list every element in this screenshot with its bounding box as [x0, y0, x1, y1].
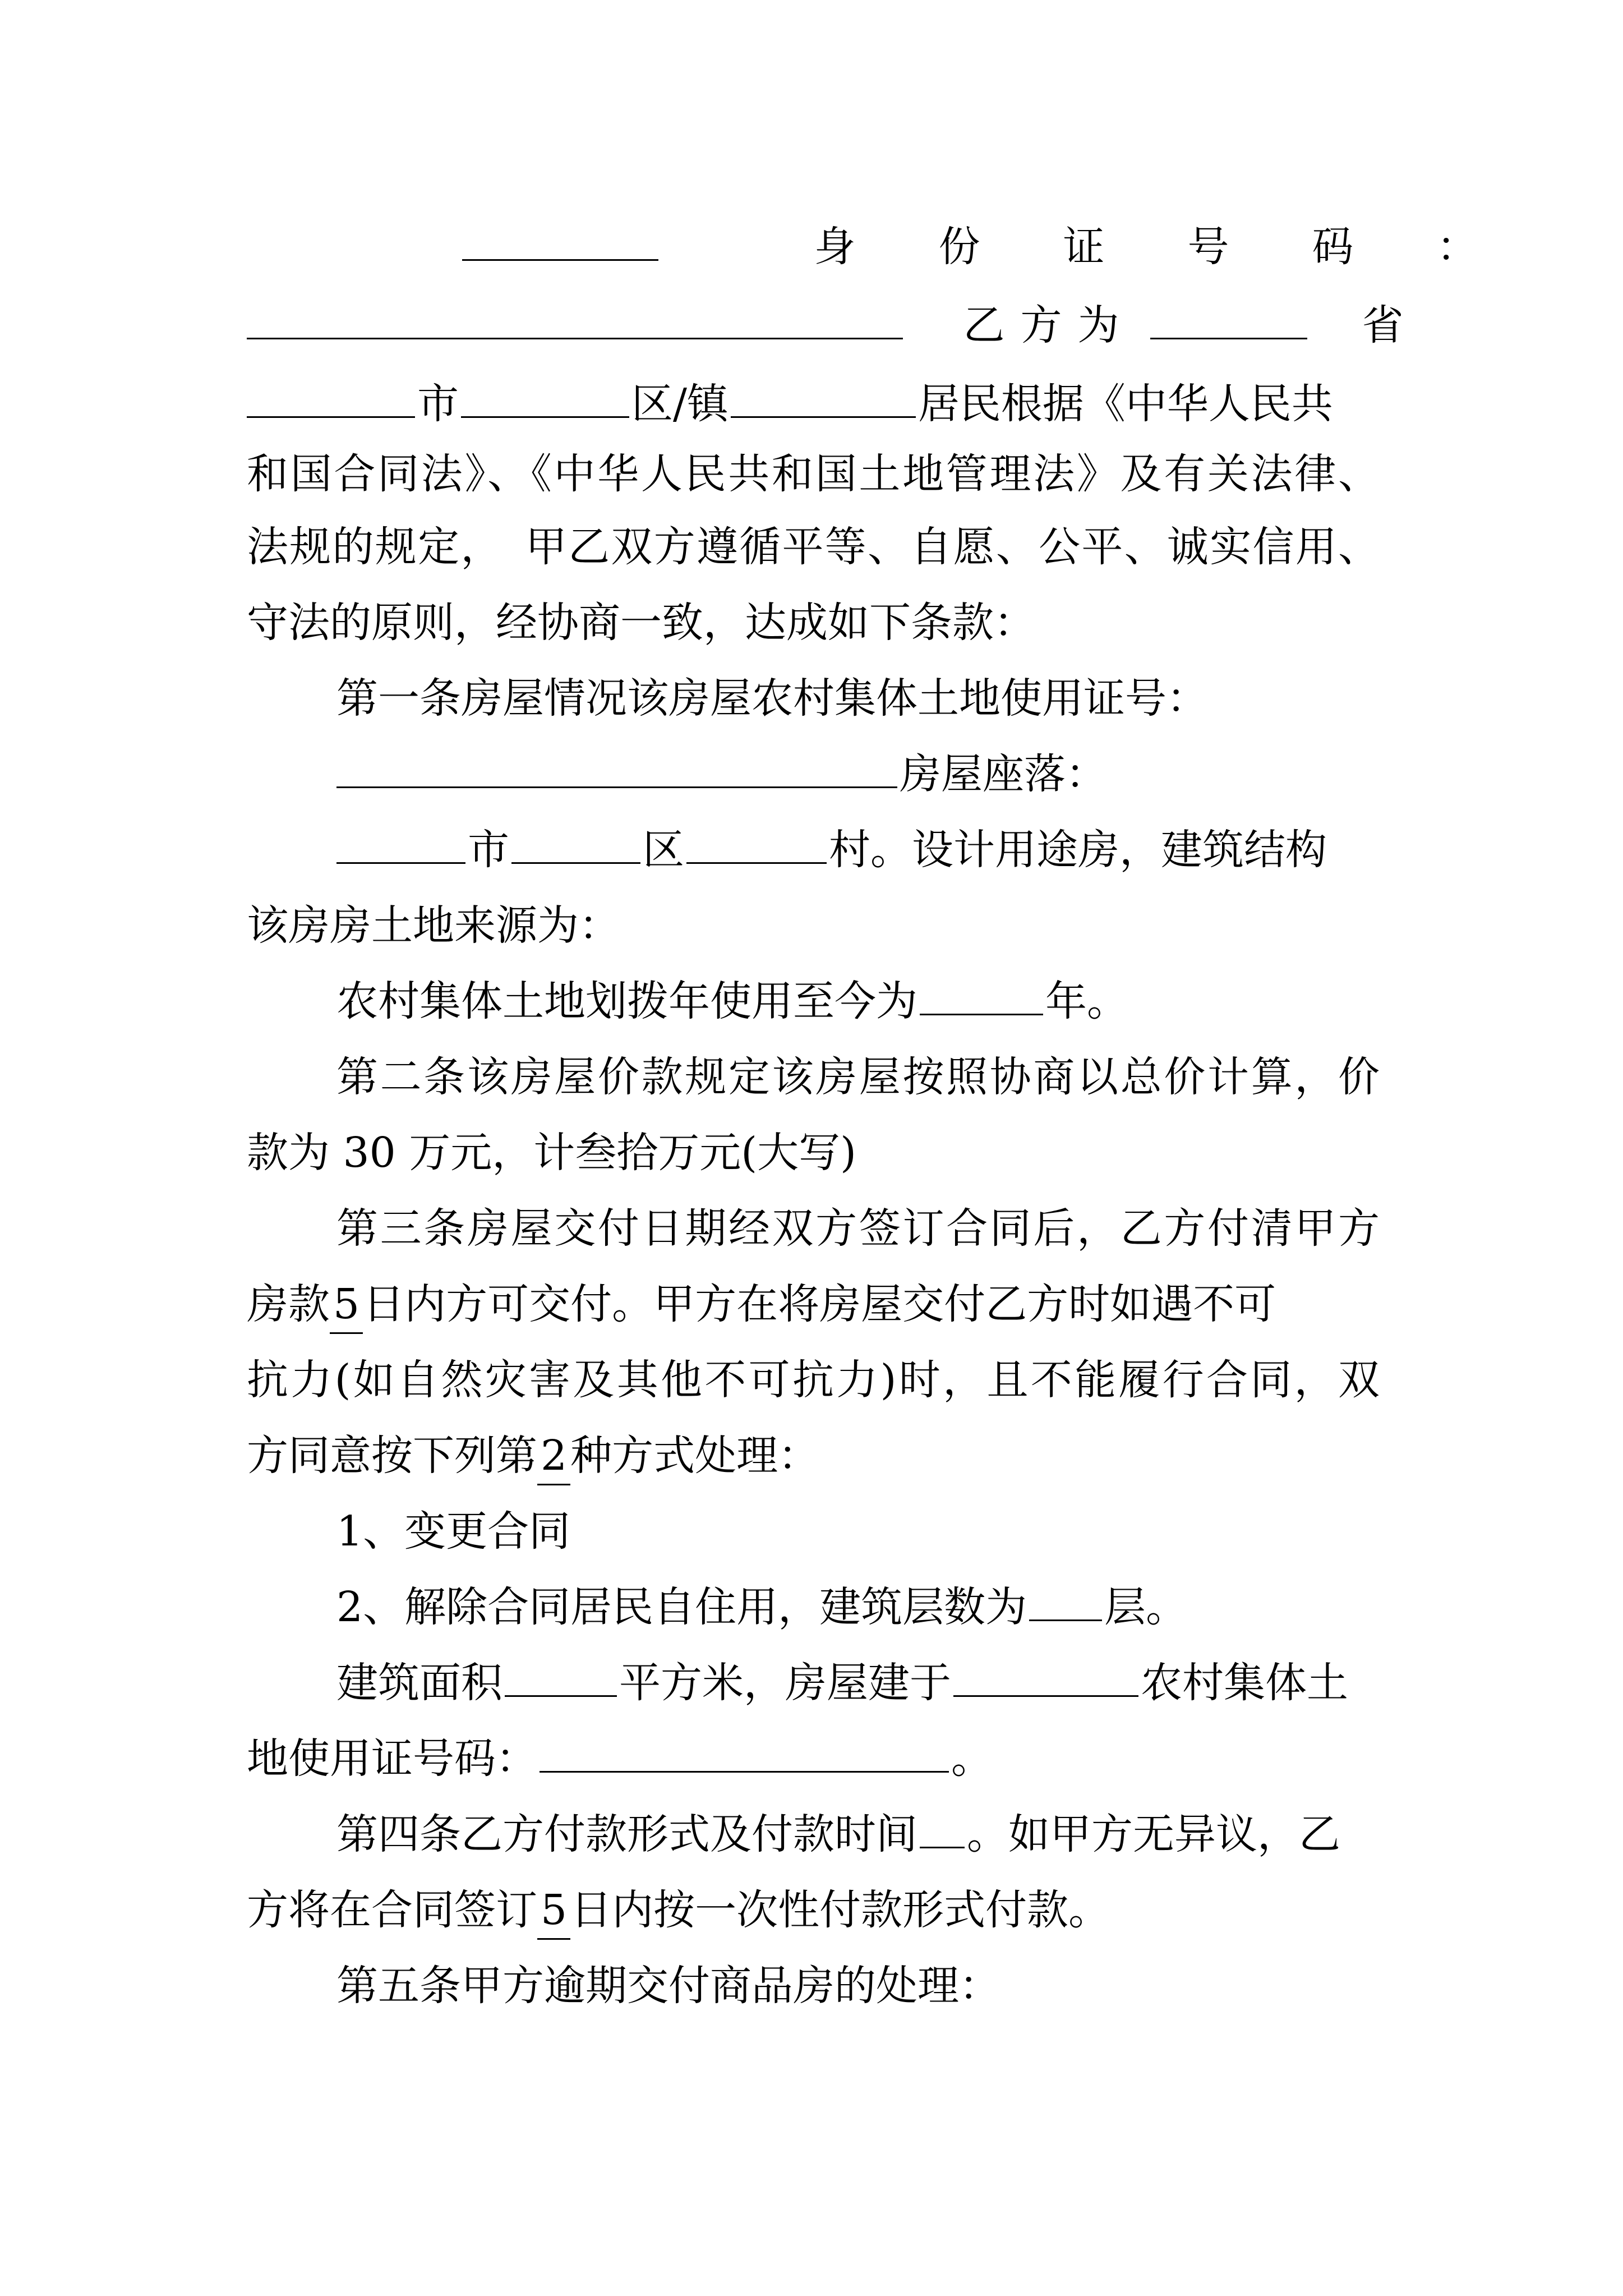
town-blank: [731, 381, 916, 418]
land-years-line: 农村集体土地划拨年使用至今为 年。: [336, 977, 1128, 1025]
article-5-heading: 第五条甲方逾期交付商品房的处理：: [336, 1962, 1000, 2010]
paragraph-line: 和国合同法》、《中华人民共和国土地管理法》及有关法律、: [247, 450, 1380, 498]
party-b-line: 乙方为 省: [247, 297, 1380, 353]
article-3-heading: 第三条房屋交付日期经双方签订合同后，乙方付清甲方: [336, 1204, 1380, 1253]
paragraph-line: 抗力(如自然灾害及其他不可抗力)时，且不能履行合同，双: [247, 1356, 1380, 1404]
village-line: 市 区 村。设计用途房，建筑结构: [336, 822, 1380, 878]
years-blank: [920, 979, 1043, 1015]
village-blank: [686, 827, 827, 864]
id-number-label: 身 份 证 号 码 ：: [814, 223, 1478, 271]
delivery-days-value: 5: [330, 1276, 363, 1334]
paragraph-line: 方将在合同签订5日内按一次性付款形式付款。: [247, 1882, 1380, 1938]
article-1-heading: 第一条房屋情况该房屋农村集体土地使用证号：: [336, 674, 1208, 723]
area-line: 建筑面积 平方米，房屋建于 农村集体土: [336, 1659, 1348, 1707]
house-location-line: 房屋座落：: [336, 746, 1380, 802]
paragraph-line: 地使用证号码： 。: [247, 1734, 993, 1783]
address-line: 市 区/镇 居民根据《中华人民共: [247, 376, 1380, 432]
paragraph-line: 款为 30 万元，计叁拾万元(大写): [247, 1129, 856, 1177]
article-4-heading: 第四条乙方付款形式及付款时间 。如甲方无异议，乙: [336, 1810, 1340, 1858]
cert-number-blank: [540, 1736, 949, 1773]
list-item: 2、解除合同居民自住用，建筑层数为 层。: [336, 1583, 1188, 1631]
province-blank: [1150, 303, 1307, 339]
paragraph-line: 方同意按下列第2种方式处理：: [247, 1428, 1380, 1484]
district-blank: [461, 381, 629, 418]
paragraph-line: 该房房土地来源为：: [247, 901, 620, 950]
floors-blank: [1029, 1585, 1102, 1621]
city-blank: [247, 381, 415, 418]
article-2-heading: 第二条该房屋价款规定该房屋按照协商以总价计算，价: [336, 1053, 1380, 1101]
built-year-blank: [953, 1660, 1138, 1697]
option-value: 2: [537, 1428, 570, 1485]
city-blank: [336, 827, 465, 864]
list-item: 1、变更合同: [336, 1507, 571, 1556]
name-blank: [462, 224, 658, 261]
district-blank: [511, 827, 640, 864]
paragraph-line: 法规的规定， 甲乙双方遵循平等、自愿、公平、诚实信用、: [247, 523, 1380, 571]
paragraph-line: 守法的原则，经协商一致，达成如下条款：: [247, 599, 1035, 647]
payment-days-value: 5: [537, 1882, 570, 1940]
paragraph-line: 房款5日内方可交付。甲方在将房屋交付乙方时如遇不可: [247, 1276, 1380, 1332]
id-number-blank: [247, 303, 903, 339]
payment-time-blank: [920, 1812, 965, 1848]
id-number-line: [247, 219, 1478, 275]
land-cert-blank: [336, 752, 897, 788]
area-blank: [505, 1660, 617, 1697]
